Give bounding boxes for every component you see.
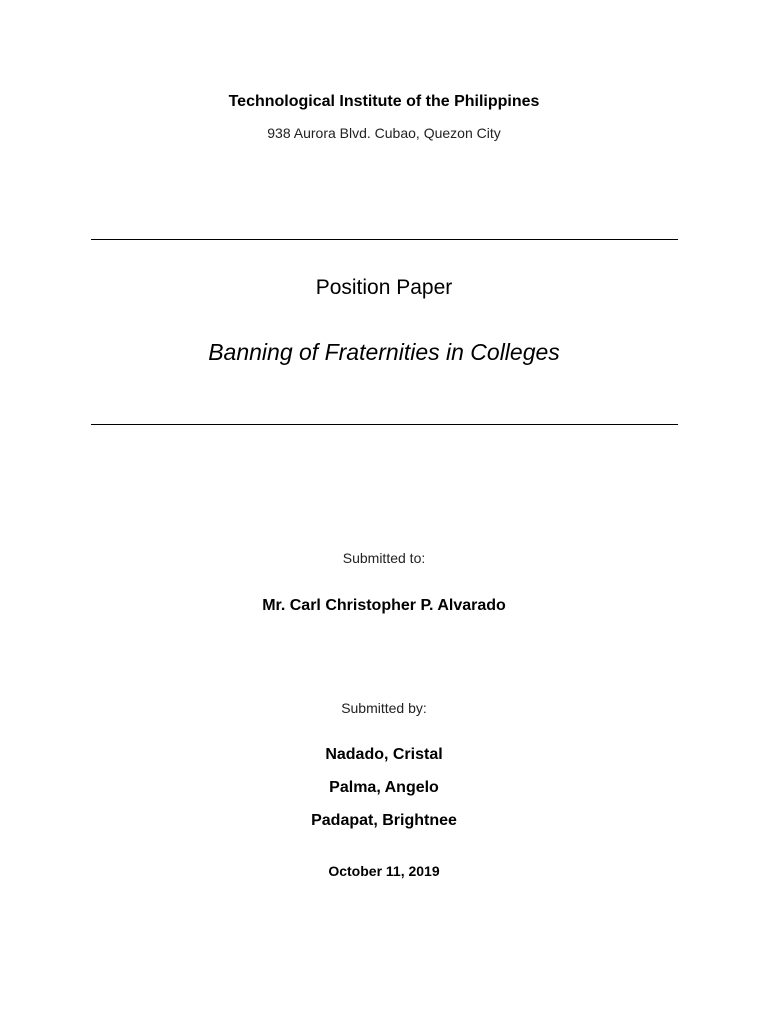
author-name: Palma, Angelo xyxy=(329,779,439,796)
author-name: Nadado, Cristal xyxy=(325,746,443,763)
institution-address: 938 Aurora Blvd. Cubao, Quezon City xyxy=(267,125,501,141)
recipient-name: Mr. Carl Christopher P. Alvarado xyxy=(262,597,506,614)
top-divider xyxy=(91,239,678,240)
institution-name: Technological Institute of the Philippines xyxy=(228,93,540,110)
document-title: Banning of Fraternities in Colleges xyxy=(208,339,560,365)
submission-date: October 11, 2019 xyxy=(328,863,440,879)
bottom-divider xyxy=(91,424,678,425)
document-type: Position Paper xyxy=(315,276,453,299)
author-name: Padapat, Brightnee xyxy=(311,812,457,829)
submitted-by-label: Submitted by: xyxy=(341,700,427,716)
submitted-to-label: Submitted to: xyxy=(342,550,426,566)
